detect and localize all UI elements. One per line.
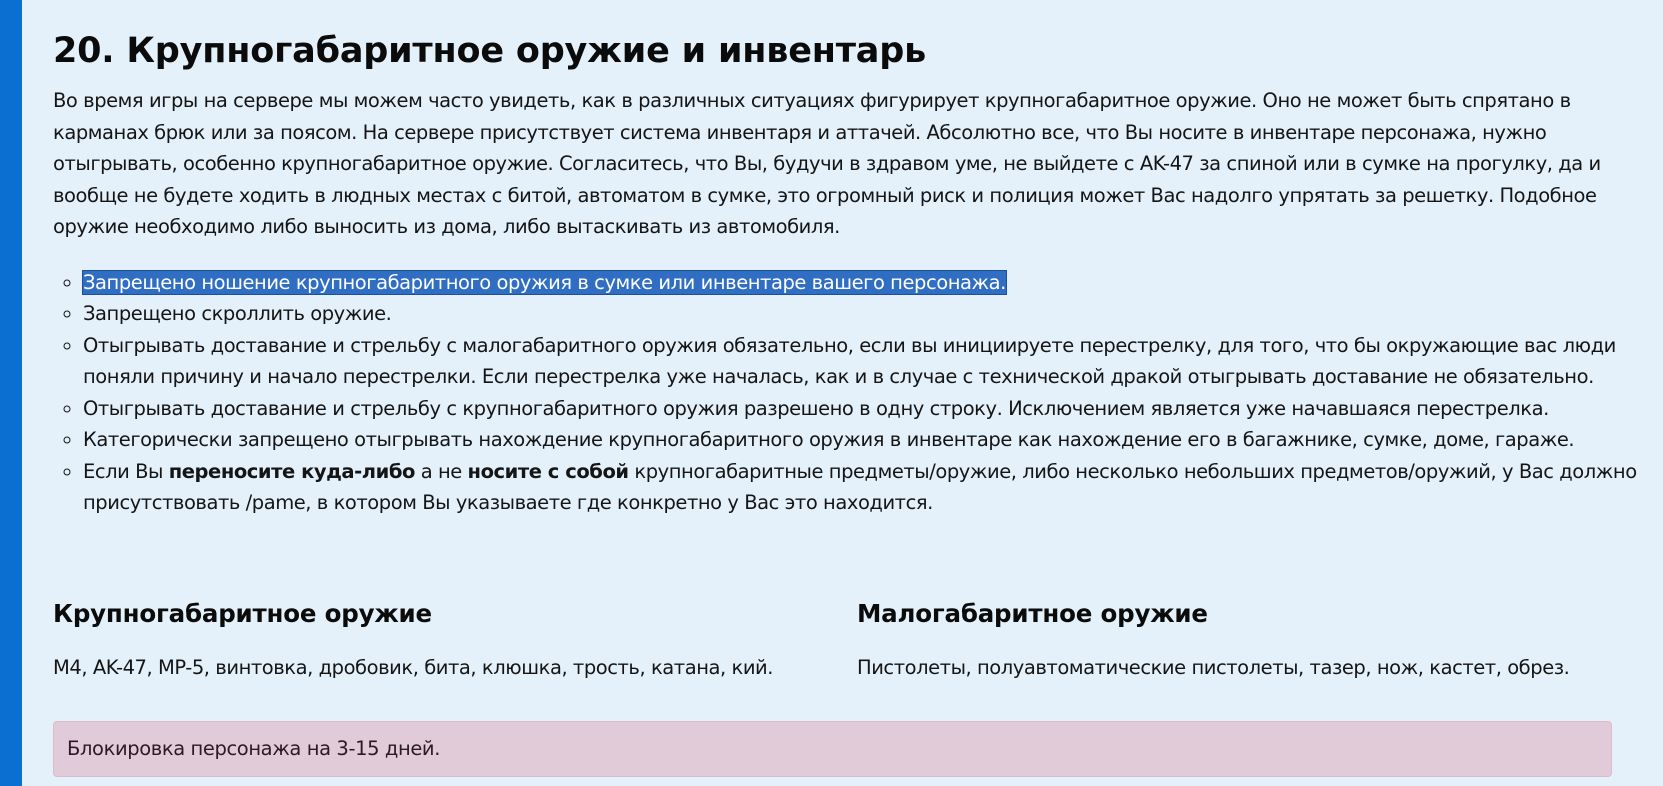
rule-bold-text: переносите куда-либо (168, 459, 415, 483)
section-intro: Во время игры на сервере мы можем часто увидеть, как в различных ситуациях фигурирует крупногабаритное оружие. Оно не может быть спрятано в карманах брюк или за поясом. На сервере присутствует система инвентаря и аттачей. Абсолютно все, что Вы носите в инвентаре персонажа, нужно отыгрывать, особенно крупногабаритное оружие. Согласитесь, что Вы, будучи в здравом уме, не выйдете с AK-47 за спиной или в сумке на прогулку, да и вообще не будете ходить в людных местах с битой, автоматом в сумке, это огромный риск и полиция может Вас надолго упрятать за решетку. Подобное оружие необходимо либо выносить из дома, либо вытаскивать из автомобиля. (53, 89, 1601, 238)
small-weapons-heading: Малогабаритное оружие (857, 599, 1208, 628)
small-weapons-column (857, 596, 1637, 683)
rule-text: а не (414, 459, 468, 483)
rule-item: ◦ Отыгрывать доставание и стрельбу с малогабаритного оружия обязательно, если вы инициируете перестрелку, для того, что бы окружающие вас люди поняли причину и начало перестрелки. Если перестрелка уже началась, как и в случае с технической дракой отыгрывать доставание не обязательно. (83, 330, 1648, 393)
selected-rule-text[interactable]: Запрещено ношение крупногабаритного оружия в сумке или инвентаре вашего персонажа. (83, 270, 1006, 294)
rule-item (83, 267, 1648, 299)
small-weapons-list: Пистолеты, полуавтоматические пистолеты, тазер, нож, кастет, обрез. (857, 656, 1570, 679)
penalty-box: Блокировка персонажа на 3-15 дней. (53, 721, 1612, 777)
rule-item (83, 456, 1648, 519)
large-weapons-heading: Крупногабаритное оружие (53, 599, 432, 628)
large-weapons-list: M4, AK-47, MP-5, винтовка, дробовик, бита, клюшка, трость, катана, кий. (53, 656, 774, 679)
weapon-columns (53, 596, 1648, 716)
rule-text: Если Вы (83, 459, 169, 483)
rule-item: ◦ Категорически запрещено отыгрывать нахождение крупногабаритного оружия в инвентаре как нахождение его в багажнике, сумке, доме, гараже. (83, 424, 1648, 456)
large-weapons-column (53, 596, 833, 683)
section-title: 20. Крупногабаритное оружие и инвентарь (53, 31, 927, 71)
rule-bold-text: носите с собой (467, 459, 629, 483)
rule-item: ◦ Отыгрывать доставание и стрельбу с крупногабаритного оружия разрешено в одну строку. Исключением является уже начавшаяся перестрелка. (83, 393, 1648, 425)
left-accent-bar (0, 0, 22, 786)
rules-list (53, 267, 1648, 519)
rule-item: ◦ Запрещено скроллить оружие. (83, 298, 1648, 330)
rules-section (53, 26, 1648, 760)
rule-text: крупногабаритные предметы/оружие, либо несколько небольших предметов/оружий, у Вас должно присутствовать /pame, в котором Вы указываете где конкретно у Вас это находится. (83, 459, 1637, 514)
